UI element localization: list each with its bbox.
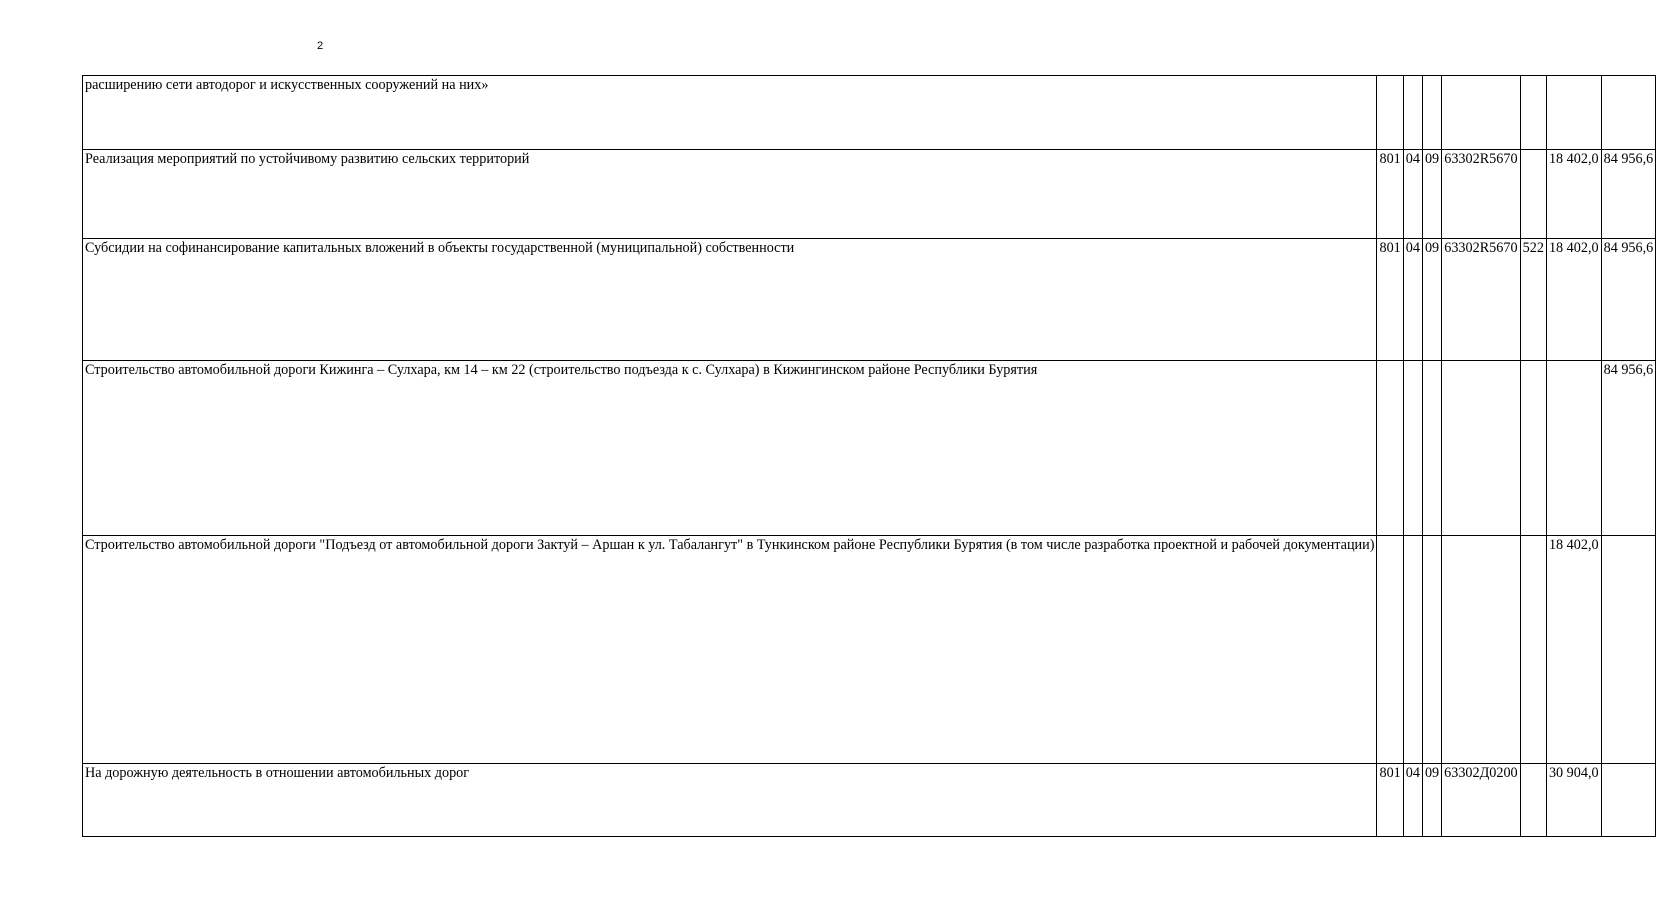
amount-year1-cell	[1546, 76, 1601, 150]
row-name-cell: Строительство автомобильной дороги Кижинга – Сулхара, км 14 – км 22 (строительство подъезда к с. Сулхара) в Кижингинском районе Республики Бурятия	[83, 361, 1377, 536]
amount-year1-cell: 18 402,0	[1546, 239, 1601, 361]
subsection-cell	[1422, 361, 1441, 536]
target-article-cell	[1442, 76, 1521, 150]
subsection-cell: 09	[1422, 239, 1441, 361]
admin-code-cell	[1377, 536, 1403, 764]
target-article-cell: 63302R5670	[1442, 150, 1521, 239]
section-cell: 04	[1403, 764, 1422, 837]
row-name-cell: Реализация мероприятий по устойчивому развитию сельских территорий	[83, 150, 1377, 239]
row-name-cell: расширению сети автодорог и искусственных сооружений на них»	[83, 76, 1377, 150]
target-article-cell: 63302Д0200	[1442, 764, 1521, 837]
subsection-cell	[1422, 76, 1441, 150]
subsection-cell: 09	[1422, 764, 1441, 837]
expense-type-cell	[1520, 150, 1546, 239]
row-name-cell: Строительство автомобильной дороги "Подъезд от автомобильной дороги Зактуй – Аршан к ул. Табалангут" в Тункинском районе Республики Бурятия (в том числе разработка проектной и рабочей документации)	[83, 536, 1377, 764]
subsection-cell	[1422, 536, 1441, 764]
admin-code-cell: 801	[1377, 764, 1403, 837]
amount-year1-cell	[1546, 361, 1601, 536]
admin-code-cell: 801	[1377, 239, 1403, 361]
expense-type-cell	[1520, 536, 1546, 764]
section-cell	[1403, 361, 1422, 536]
table-row	[83, 536, 1656, 764]
target-article-cell	[1442, 361, 1521, 536]
admin-code-cell: 801	[1377, 150, 1403, 239]
table-row	[83, 76, 1656, 150]
amount-year2-cell	[1601, 764, 1656, 837]
amount-year1-cell: 18 402,0	[1546, 150, 1601, 239]
section-cell: 04	[1403, 239, 1422, 361]
table-row	[83, 150, 1656, 239]
table-row	[83, 361, 1656, 536]
amount-year1-cell: 30 904,0	[1546, 764, 1601, 837]
amount-year2-cell: 84 956,6	[1601, 361, 1656, 536]
expense-type-cell: 522	[1520, 239, 1546, 361]
row-name-cell: На дорожную деятельность в отношении автомобильных дорог	[83, 764, 1377, 837]
row-name-cell: Субсидии на софинансирование капитальных вложений в объекты государственной (муниципальной) собственности	[83, 239, 1377, 361]
section-cell	[1403, 76, 1422, 150]
table-row	[83, 764, 1656, 837]
amount-year2-cell: 84 956,6	[1601, 239, 1656, 361]
amount-year2-cell	[1601, 76, 1656, 150]
budget-table	[82, 75, 1656, 837]
admin-code-cell	[1377, 76, 1403, 150]
expense-type-cell	[1520, 76, 1546, 150]
expense-type-cell	[1520, 361, 1546, 536]
amount-year1-cell: 18 402,0	[1546, 536, 1601, 764]
expense-type-cell	[1520, 764, 1546, 837]
amount-year2-cell	[1601, 536, 1656, 764]
target-article-cell	[1442, 536, 1521, 764]
section-cell	[1403, 536, 1422, 764]
page-number: 2	[316, 40, 324, 52]
amount-year2-cell: 84 956,6	[1601, 150, 1656, 239]
target-article-cell: 63302R5670	[1442, 239, 1521, 361]
subsection-cell: 09	[1422, 150, 1441, 239]
section-cell: 04	[1403, 150, 1422, 239]
table-row	[83, 239, 1656, 361]
admin-code-cell	[1377, 361, 1403, 536]
